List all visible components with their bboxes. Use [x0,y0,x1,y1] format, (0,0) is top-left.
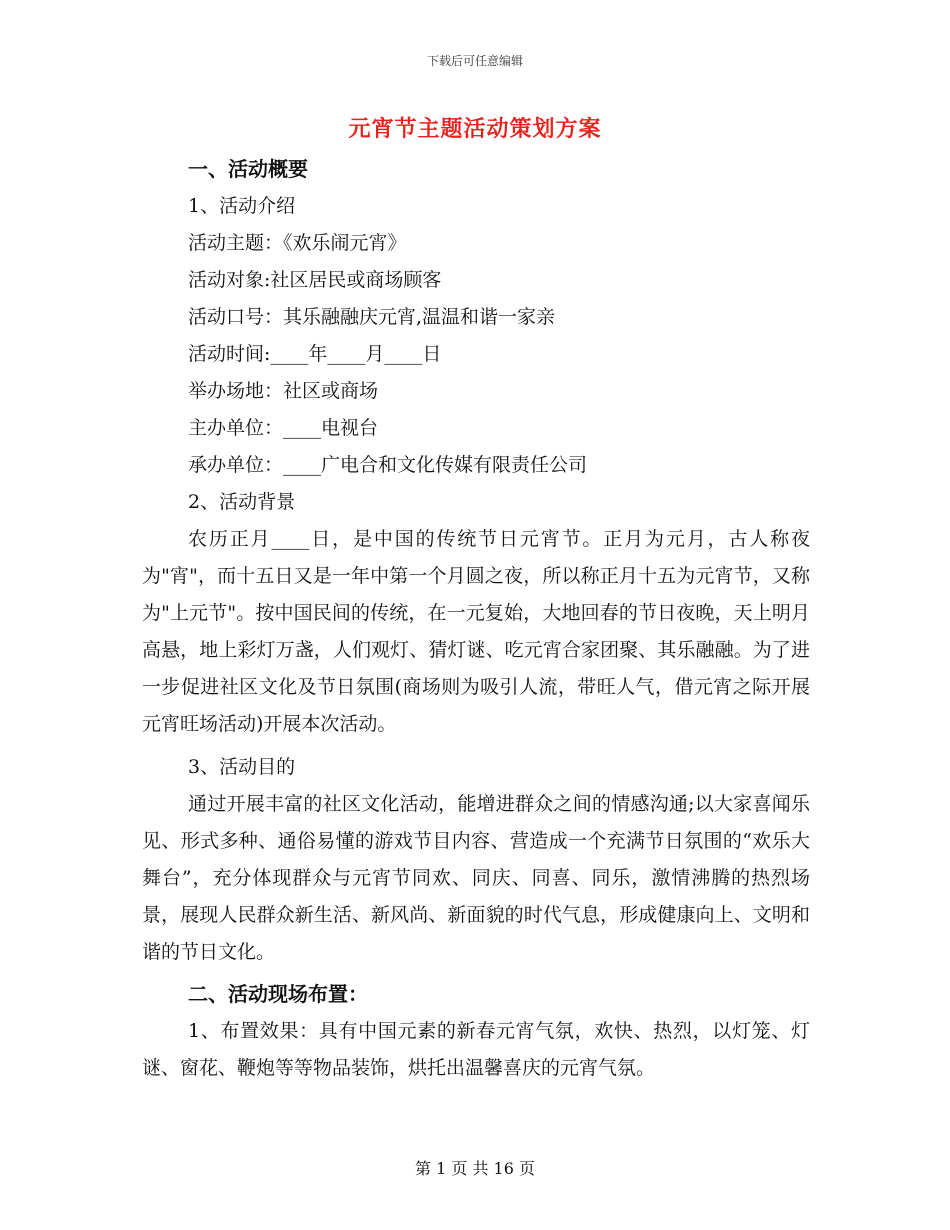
background-paragraph: 农历正月____日，是中国的传统节日元宵节。正月为元月，古人称夜为"宵"，而十五日又是一年中第一个月圆之夜，所以称正月十五为元宵节，又称为"上元节"。按中国民间的传统，在一元复始，大地回春的节日夜晚，天上明月高悬，地上彩灯万盏，人们观灯、猜灯谜、吃元宵合家团聚、其乐融融。为了进一步促进社区文化及节日氛围(商场则为吸引人流，带旺人气，借元宵之际开展元宵旺场活动)开展本次活动。 [142,528,810,735]
subheading-background: 2、活动背景 [188,491,296,513]
intro-time: 活动时间:____年____月____日 [188,343,442,365]
subheading-intro: 1、活动介绍 [188,195,296,217]
intro-slogan: 活动口号：其乐融融庆元宵,温温和谐一家亲 [188,306,556,328]
intro-organizer: 承办单位：____广电合和文化传媒有限责任公司 [188,454,588,476]
intro-theme: 活动主题：《欢乐闹元宵》 [188,232,407,254]
subheading-purpose: 3、活动目的 [188,756,296,778]
intro-host: 主办单位：____电视台 [188,417,379,439]
page-footer: 第 1 页 共 16 页 [415,1159,535,1178]
effect-paragraph: 1、布置效果：具有中国元素的新春元宵气氛，欢快、热烈，以灯笼、灯谜、窗花、鞭炮等等物品装饰，烘托出温馨喜庆的元宵气氛。 [142,1020,810,1079]
section-heading-overview: 一、活动概要 [188,157,308,181]
intro-venue: 举办场地：社区或商场 [188,380,379,402]
document-body [142,150,810,1087]
purpose-paragraph: 通过开展丰富的社区文化活动，能增进群众之间的情感沟通;以大家喜闻乐见、形式多种、通俗易懂的游戏节目内容、营造成一个充满节日氛围的“欢乐大舞台”，充分体现群众与元宵节同欢、同庆、同喜、同乐，激情沸腾的热烈场景，展现人民群众新生活、新风尚、新面貌的时代气息，形成健康向上、文明和谐的节日文化。 [142,793,810,963]
page-header: 下载后可任意编辑 [426,54,523,68]
section-heading-layout: 二、活动现场布置： [188,982,368,1006]
document-title: 元宵节主题活动策划方案 [348,116,602,142]
intro-target: 活动对象:社区居民或商场顾客 [188,269,442,291]
